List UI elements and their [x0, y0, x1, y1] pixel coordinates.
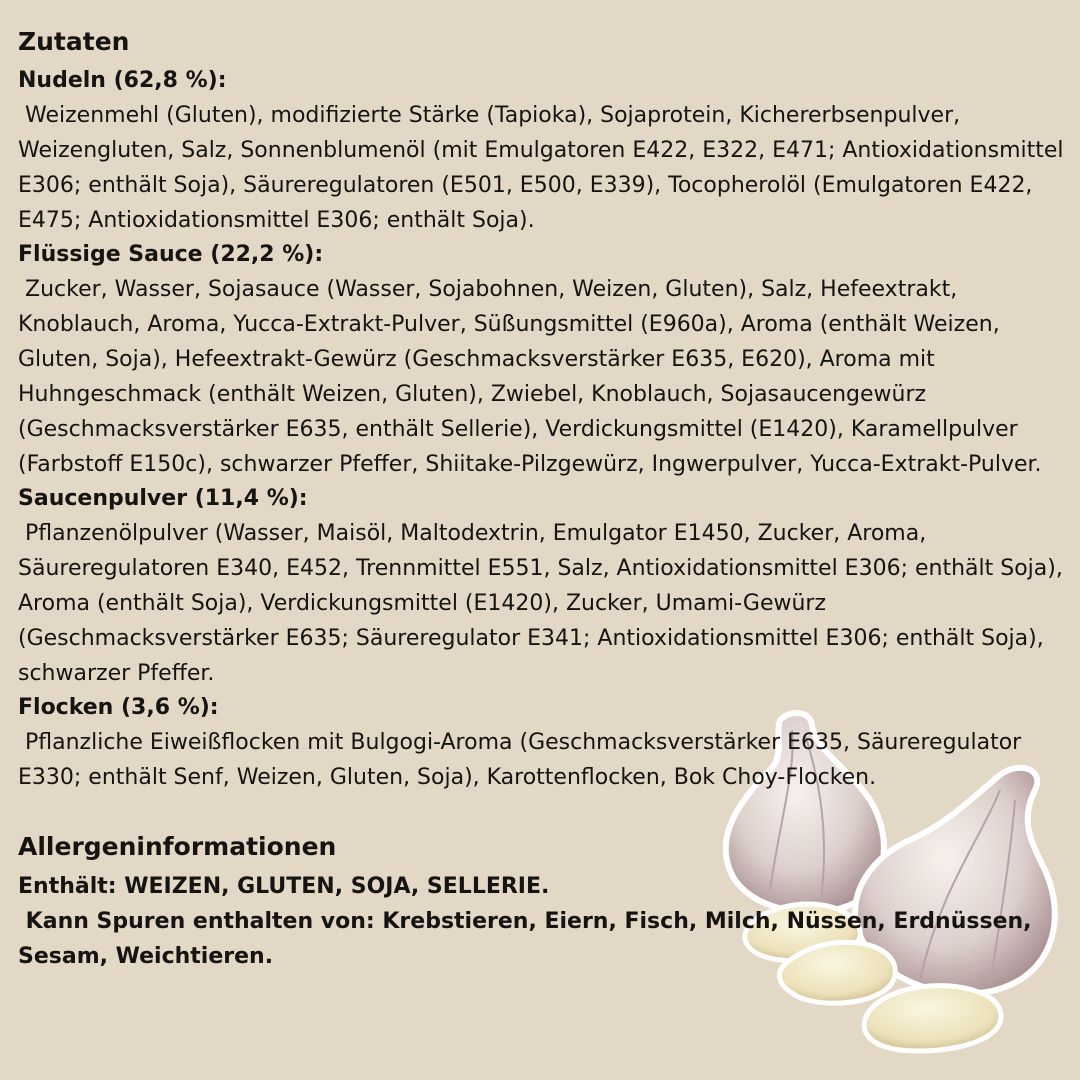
allergen-info: [18, 829, 1068, 974]
section-text: Zucker, Wasser, Sojasauce (Wasser, Sojabohnen, Weizen, Gluten), Salz, Hefeextrakt, Knoblauch, Aroma, Yucca-Extrakt-Pulver, Süßungsmittel (E960a), Aroma (enthält Weizen, Gluten, Soja), Hefeextrakt-Gewürz (Geschmacksverstärker E635, E620), Aroma mit Huhngeschmack (enthält Weizen, Gluten), Zwiebel, Knoblauch, Sojasaucengewürz (Geschmacksverstärker E635, enthält Sellerie), Verdickungsmittel (E1420), Karamellpulver (Farbstoff E150c), schwarzer Pfeffer, Shiitake-Pilzgewürz, Ingwerpulver, Yucca-Extrakt-Pulver.: [18, 277, 1042, 477]
spacer: [18, 795, 1068, 829]
ingredients-document: [18, 24, 1071, 974]
section-heading: Saucenpulver (11,4 %):: [18, 486, 308, 511]
section-flocken: [18, 691, 1068, 795]
section-heading: Nudeln (62,8 %):: [18, 68, 227, 93]
section-nudeln: [18, 64, 1071, 238]
section-text: Weizenmehl (Gluten), modifizierte Stärke (Tapioka), Sojaprotein, Kichererbsenpulver, Weizengluten, Salz, Sonnenblumenöl (mit Emulgatoren E422, E322, E471; Antioxidationsmittel E306; enthält Soja), Säureregulatoren (E501, E500, E339), Tocopherolöl (Emulgatoren E422, E475; Antioxidationsmittel E306; enthält Soja).: [18, 103, 1071, 233]
allergen-contains: Enthält: WEIZEN, GLUTEN, SOJA, SELLERIE.: [18, 874, 550, 899]
allergen-title: Allergeninformationen: [18, 832, 337, 861]
section-saucenpulver: [18, 482, 1068, 691]
section-heading: Flüssige Sauce (22,2 %):: [18, 242, 324, 267]
section-text: Pflanzenölpulver (Wasser, Maisöl, Maltodextrin, Emulgator E1450, Zucker, Aroma, Säureregulatoren E340, E452, Trennmittel E551, Salz, Antioxidationsmittel E306; enthält Soja), Aroma (enthält Soja), Verdickungsmittel (E1420), Zucker, Umami-Gewürz (Geschmacksverstärker E635; Säureregulator E341; Antioxidationsmittel E306; enthält Soja), schwarzer Pfeffer.: [18, 521, 1070, 686]
section-heading: Flocken (3,6 %):: [18, 695, 219, 720]
page-title: Zutaten: [18, 27, 130, 56]
section-fluessige-sauce: [18, 238, 1068, 482]
section-text: Pflanzliche Eiweißflocken mit Bulgogi-Aroma (Geschmacksverstärker E635, Säureregulator E330; enthält Senf, Weizen, Gluten, Soja), Karottenflocken, Bok Choy-Flocken.: [18, 730, 1029, 790]
allergen-traces: Kann Spuren enthalten von: Krebstieren, Eiern, Fisch, Milch, Nüssen, Erdnüssen, Sesam, Weichtieren.: [18, 909, 1040, 969]
